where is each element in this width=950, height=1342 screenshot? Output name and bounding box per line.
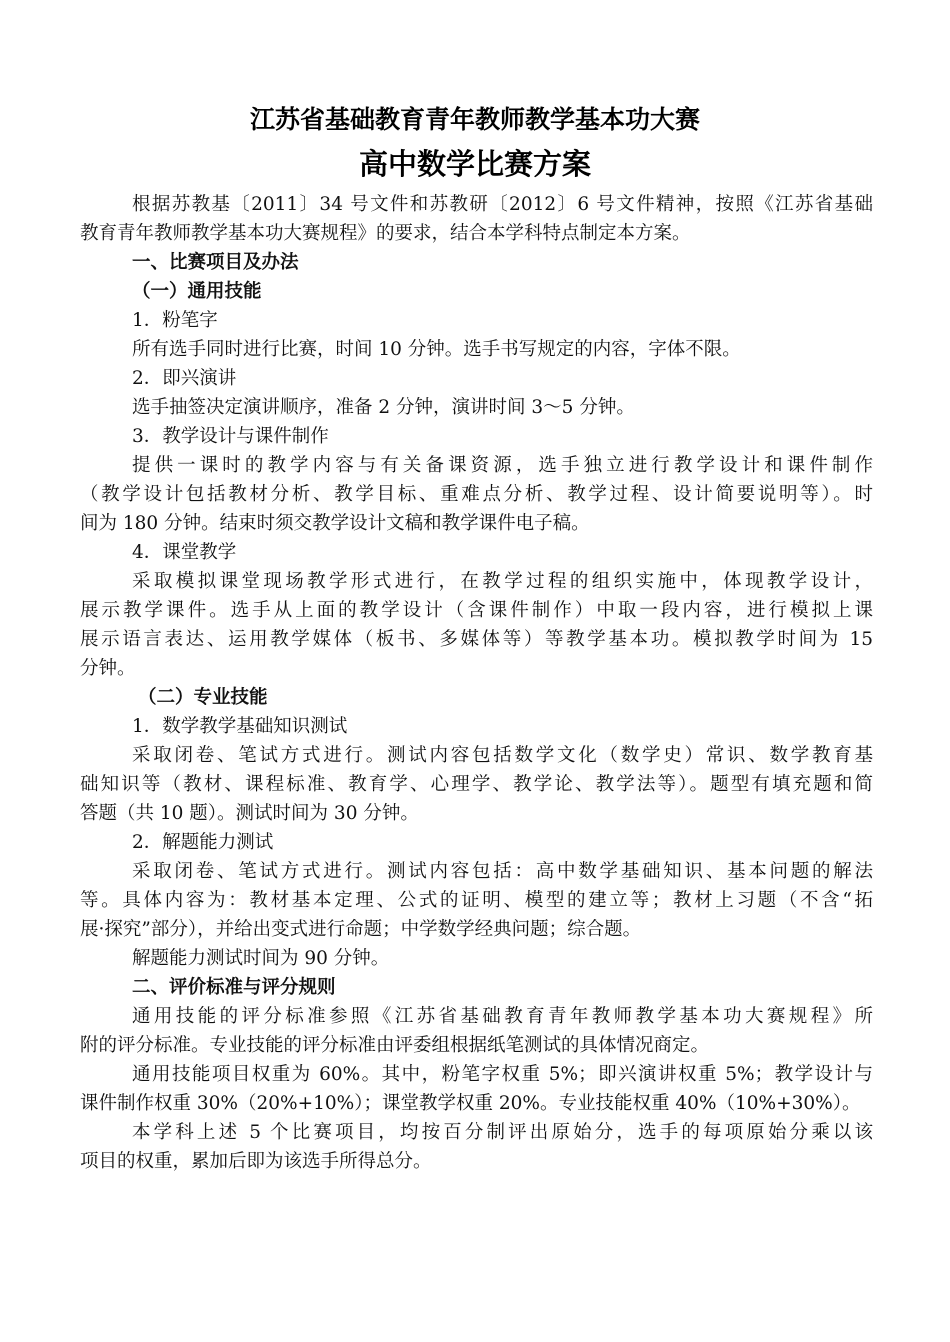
paragraph-line: 通用技能的评分标准参照《江苏省基础教育青年教师教学基本功大赛规程》所 [132, 1006, 873, 1027]
paragraph-line: 课件制作权重 30%（20%+10%）；课堂教学权重 20%。专业技能权重 40%（10%+30%）。 [80, 1093, 861, 1114]
item-label: 3．教学设计与课件制作 [132, 426, 329, 447]
paragraph-line: 附的评分标准。专业技能的评分标准由评委组根据纸笔测试的具体情况商定。 [80, 1035, 710, 1056]
subsection-heading: （二）专业技能 [138, 687, 268, 708]
item-label: 2．即兴演讲 [132, 368, 237, 389]
paragraph-line: 展·探究”部分），并给出变式进行命题；中学数学经典问题；综合题。 [80, 919, 642, 940]
paragraph-line: 答题（共 10 题）。测试时间为 30 分钟。 [80, 803, 419, 824]
paragraph-line: 通用技能项目权重为 60%。其中，粉笔字权重 5%；即兴演讲权重 5%；教学设计与 [132, 1064, 873, 1085]
section-heading: 一、比赛项目及办法 [132, 252, 299, 273]
document-body [80, 190, 873, 1176]
paragraph-line: 础知识等（教材、课程标准、教育学、心理学、教学论、教学法等）。题型有填充题和简 [80, 774, 873, 795]
paragraph-line: 项目的权重，累加后即为该选手所得总分。 [80, 1151, 432, 1172]
paragraph-line: 展示语言表达、运用教学媒体（板书、多媒体等）等教学基本功。模拟教学时间为 15 [80, 629, 873, 650]
paragraph-line: 所有选手同时进行比赛，时间 10 分钟。选手书写规定的内容，字体不限。 [132, 339, 741, 360]
paragraph-line: 采取闭卷、笔试方式进行。测试内容包括：高中数学基础知识、基本问题的解法 [132, 861, 873, 882]
subsection-heading: （一）通用技能 [132, 281, 262, 302]
section-heading: 二、评价标准与评分规则 [132, 977, 336, 998]
paragraph-line: 等。具体内容为：教材基本定理、公式的证明、模型的建立等；教材上习题（不含“拓 [80, 890, 873, 911]
paragraph-line: （教学设计包括教材分析、教学目标、重难点分析、教学过程、设计简要说明等）。时 [80, 484, 873, 505]
paragraph-line: 采取闭卷、笔试方式进行。测试内容包括数学文化（数学史）常识、数学教育基 [132, 745, 873, 766]
item-label: 1．数学教学基础知识测试 [132, 716, 348, 737]
paragraph-line: 采取模拟课堂现场教学形式进行，在教学过程的组织实施中，体现教学设计， [132, 571, 873, 592]
paragraph-line: 提供一课时的教学内容与有关备课资源，选手独立进行教学设计和课件制作 [132, 455, 873, 476]
paragraph-line: 本学科上述 5 个比赛项目，均按百分制评出原始分，选手的每项原始分乘以该 [132, 1122, 873, 1143]
paragraph-line: 解题能力测试时间为 90 分钟。 [132, 948, 390, 969]
intro-line: 根据苏教基〔2011〕34 号文件和苏教研〔2012〕6 号文件精神，按照《江苏省基础 [132, 194, 873, 215]
paragraph-line: 间为 180 分钟。结束时须交教学设计文稿和教学课件电子稿。 [80, 513, 590, 534]
intro-line: 教育青年教师教学基本功大赛规程》的要求，结合本学科特点制定本方案。 [80, 223, 691, 244]
paragraph-line: 选手抽签决定演讲顺序，准备 2 分钟，演讲时间 3～5 分钟。 [132, 397, 635, 418]
document-subtitle: 高中数学比赛方案 [358, 147, 591, 181]
item-label: 2．解题能力测试 [132, 832, 274, 853]
document-title: 江苏省基础教育青年教师教学基本功大赛 [249, 105, 700, 134]
item-label: 4．课堂教学 [132, 542, 237, 563]
item-label: 1．粉笔字 [132, 310, 218, 331]
paragraph-line: 分钟。 [80, 658, 136, 679]
paragraph-line: 展示教学课件。选手从上面的教学设计（含课件制作）中取一段内容，进行模拟上课 [80, 600, 873, 621]
